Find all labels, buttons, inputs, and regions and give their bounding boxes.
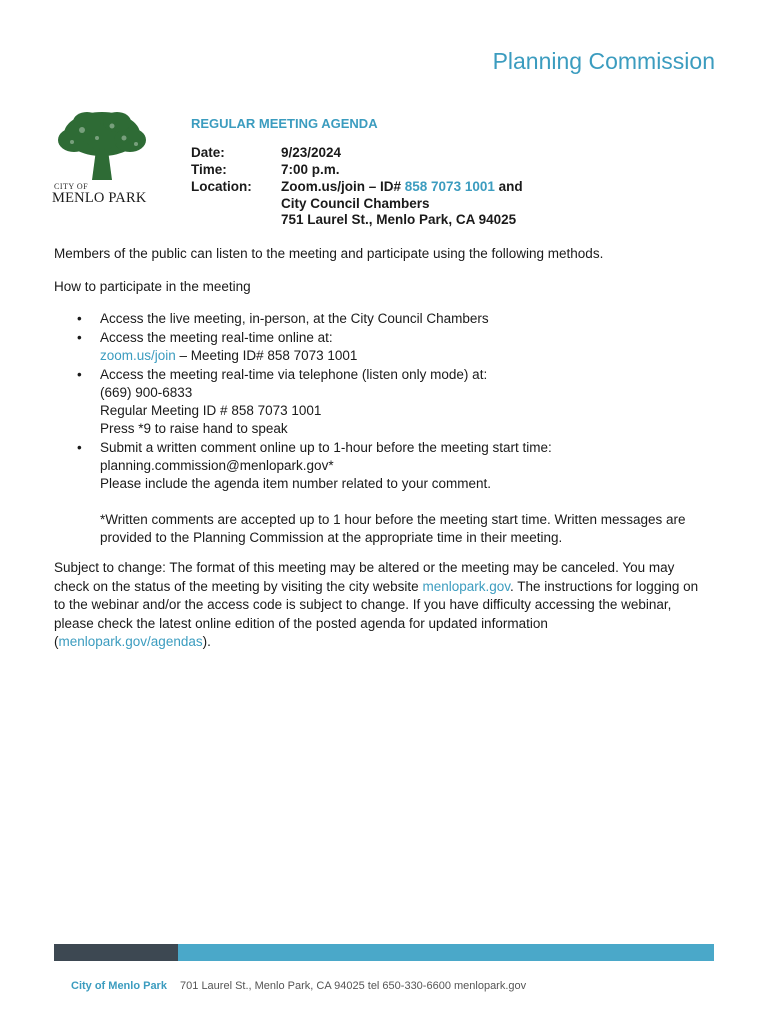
date-label: Date: bbox=[191, 145, 225, 160]
phone-meeting-id: Regular Meeting ID # 858 7073 1001 bbox=[100, 403, 322, 418]
location-line-2: City Council Chambers bbox=[281, 196, 430, 211]
date-value: 9/23/2024 bbox=[281, 145, 342, 160]
location-line-3: 751 Laurel St., Menlo Park, CA 94025 bbox=[281, 212, 517, 227]
subject-line-5 bbox=[54, 633, 724, 652]
time-label: Time: bbox=[191, 162, 227, 177]
intro-paragraph: Members of the public can listen to the meeting and participate using the following methods. bbox=[54, 246, 604, 261]
and-text: and bbox=[494, 179, 523, 194]
footer-contact-info: 701 Laurel St., Menlo Park, CA 94025 tel 650-330-6600 menlopark.gov bbox=[180, 980, 527, 992]
subject-line-2-text: check on the status of the meeting by visiting the city website bbox=[54, 578, 423, 594]
subject-to-change-paragraph bbox=[54, 559, 724, 652]
footer bbox=[71, 980, 526, 992]
subject-line-2-rest: . The instructions for logging on bbox=[510, 578, 699, 594]
location-line-1 bbox=[281, 179, 523, 194]
bullet-written-comment: Submit a written comment online up to 1-hour before the meeting start time: bbox=[100, 440, 552, 455]
time-value: 7:00 p.m. bbox=[281, 162, 340, 177]
subject-line-4: please check the latest online edition of the posted agenda for updated information bbox=[54, 615, 548, 631]
written-note-line-1: *Written comments are accepted up to 1 hour before the meeting start time. Written messages are bbox=[100, 512, 686, 527]
subject-line-1: Subject to change: The format of this meeting may be altered or the meeting may be canceled. You may bbox=[54, 560, 675, 575]
location-label: Location: bbox=[191, 179, 252, 194]
subject-line-2 bbox=[54, 578, 724, 597]
phone-number: (669) 900-6833 bbox=[100, 385, 193, 400]
bullet-dot-4: • bbox=[77, 440, 82, 455]
agendas-link[interactable]: menlopark.gov/agendas bbox=[58, 634, 203, 650]
zoom-link[interactable]: zoom.us/join bbox=[100, 348, 176, 363]
agenda-heading: REGULAR MEETING AGENDA bbox=[191, 116, 378, 131]
how-to-heading: How to participate in the meeting bbox=[54, 279, 251, 294]
logo-city-of: CITY OF bbox=[54, 182, 89, 191]
raise-hand-instruction: Press *9 to raise hand to speak bbox=[100, 421, 288, 436]
paren-open: ( bbox=[54, 634, 59, 650]
meeting-id: 858 7073 1001 bbox=[404, 179, 495, 194]
bullet-dot-2: • bbox=[77, 330, 82, 345]
bullet-telephone: Access the meeting real-time via telephone (listen only mode) at: bbox=[100, 367, 488, 382]
menlopark-link[interactable]: menlopark.gov bbox=[422, 578, 510, 594]
bullet-in-person: Access the live meeting, in-person, at the City Council Chambers bbox=[100, 311, 489, 326]
bullet-dot-3: • bbox=[77, 367, 82, 382]
comment-email[interactable]: planning.commission@menlopark.gov* bbox=[100, 458, 334, 473]
city-logo bbox=[52, 110, 152, 210]
footer-bar-light bbox=[178, 944, 714, 961]
bullet-dot-1: • bbox=[77, 311, 82, 326]
zoom-join-text: Zoom.us/join – ID# bbox=[281, 179, 405, 194]
zoom-line bbox=[100, 348, 357, 363]
tree-icon bbox=[52, 110, 152, 182]
zoom-meeting-id: – Meeting ID# 858 7073 1001 bbox=[175, 348, 358, 363]
comment-note: Please include the agenda item number related to your comment. bbox=[100, 476, 491, 491]
written-note-line-2: provided to the Planning Commission at the appropriate time in their meeting. bbox=[100, 530, 563, 545]
subject-line-3: to the webinar and/or the access code is subject to change. If you have difficulty accessing the webinar, bbox=[54, 597, 672, 613]
logo-name: MENLO PARK bbox=[52, 190, 147, 206]
paren-close: ). bbox=[202, 634, 211, 650]
page-title: Planning Commission bbox=[492, 48, 715, 74]
footer-bar-dark bbox=[54, 944, 178, 961]
footer-city: City of Menlo Park bbox=[71, 980, 167, 992]
bullet-online: Access the meeting real-time online at: bbox=[100, 330, 333, 345]
